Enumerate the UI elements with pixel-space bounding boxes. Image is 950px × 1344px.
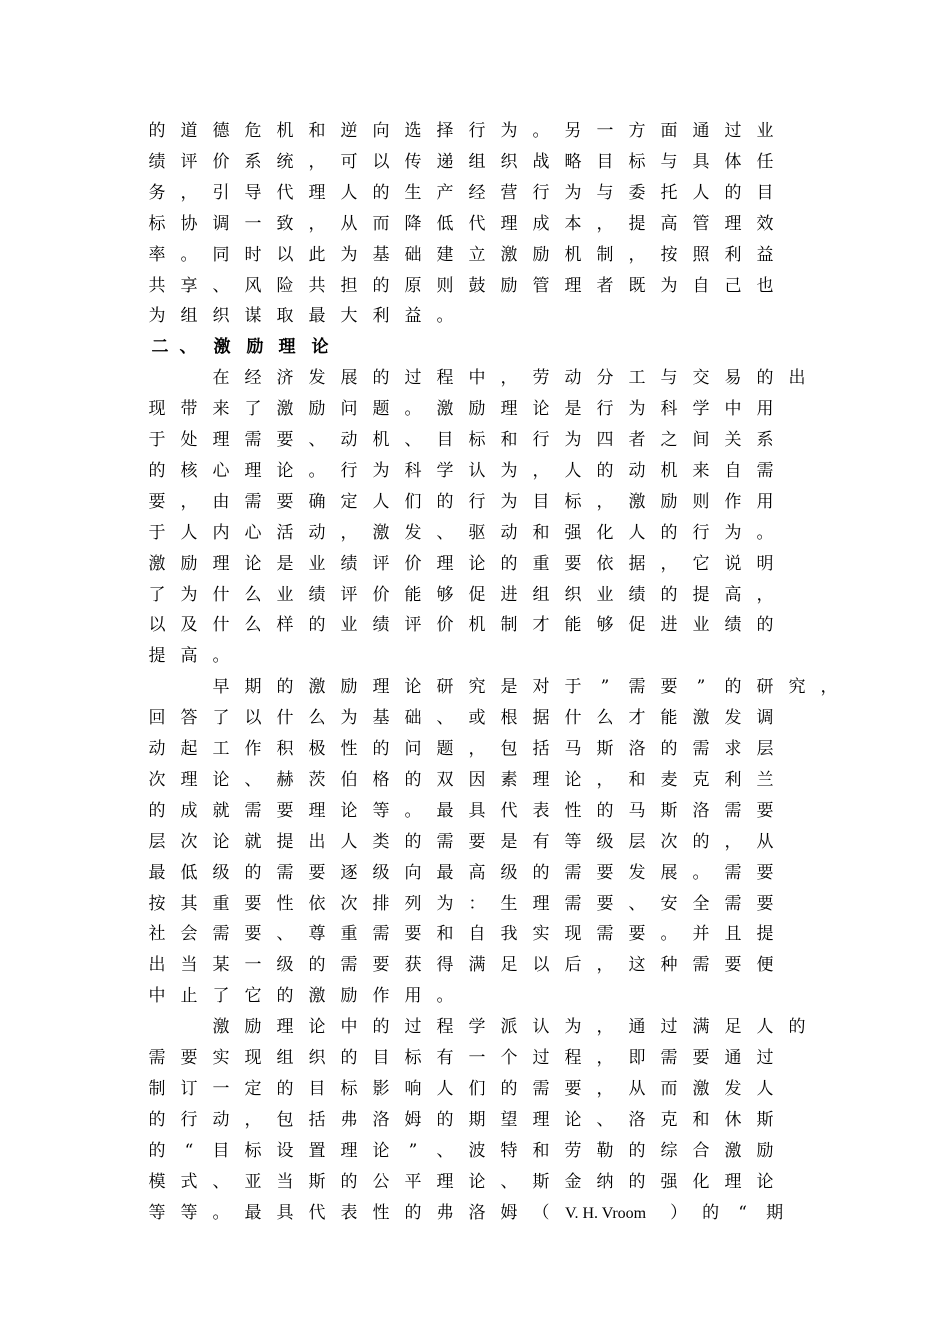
text-line: 的 成 就 需 要 理 论 等 。 最 具 代 表 性 的 马 斯 洛 需 要 <box>148 800 774 821</box>
text-line: 绩 评 价 系 统 ， 可 以 传 递 组 织 战 略 目 标 与 具 体 任 <box>148 151 774 172</box>
text-line: 标 协 调 一 致 ， 从 而 降 低 代 理 成 本 ， 提 高 管 理 效 <box>148 213 774 234</box>
text-line: 共 享 、 风 险 共 担 的 原 则 鼓 励 管 理 者 既 为 自 己 也 <box>148 275 774 296</box>
text-line: 以 及 什 么 样 的 业 绩 评 价 机 制 才 能 够 促 进 业 绩 的 <box>148 615 774 636</box>
text-line: 模 式 、 亚 当 斯 的 公 平 理 论 、 斯 金 纳 的 强 化 理 论 <box>148 1171 774 1192</box>
text-line: 的 核 心 理 论 。 行 为 科 学 认 为 ， 人 的 动 机 来 自 需 <box>148 460 774 481</box>
text-line: 的 行 动 ， 包 括 弗 洛 姆 的 期 望 理 论 、 洛 克 和 休 斯 <box>148 1109 774 1130</box>
text-line: 在 经 济 发 展 的 过 程 中 ， 劳 动 分 工 与 交 易 的 出 <box>212 368 806 389</box>
text-line: 回 答 了 以 什 么 为 基 础 、 或 根 据 什 么 才 能 激 发 调 <box>148 708 774 729</box>
text-line: 务 ， 引 导 代 理 人 的 生 产 经 营 行 为 与 委 托 人 的 目 <box>148 182 774 203</box>
text-line: 早 期 的 激 励 理 论 研 究 是 对 于 ” 需 要 ” 的 研 究 ， <box>212 677 838 698</box>
text-line: 需 要 实 现 组 织 的 目 标 有 一 个 过 程 ， 即 需 要 通 过 <box>148 1048 774 1068</box>
text-line: 现 带 来 了 激 励 问 题 。 激 励 理 论 是 行 为 科 学 中 用 <box>148 399 774 420</box>
text-line: 了 为 什 么 业 绩 评 价 能 够 促 进 组 织 业 绩 的 提 高 ， <box>148 584 774 605</box>
text-line: 于 人 内 心 活 动 ， 激 发 、 驱 动 和 强 化 人 的 行 为 。 <box>148 522 774 543</box>
text-line: 率 。 同 时 以 此 为 基 础 建 立 激 励 机 制 ， 按 照 利 益 <box>148 244 774 265</box>
text-line: 最 低 级 的 需 要 逐 级 向 最 高 级 的 需 要 发 展 。 需 要 <box>148 862 774 883</box>
text-line: 社 会 需 要 、 尊 重 需 要 和 自 我 实 现 需 要 。 并 且 提 <box>148 924 774 945</box>
text-line: 按 其 重 要 性 依 次 排 列 为 ： 生 理 需 要 、 安 全 需 要 <box>148 893 774 914</box>
text-line: 于 处 理 需 要 、 动 机 、 目 标 和 行 为 四 者 之 间 关 系 <box>148 430 774 450</box>
text-line: 等 等 。 最 具 代 表 性 的 弗 洛 姆 （ V. H. Vroom ） 的 “ 期 <box>148 1202 784 1223</box>
text-line: 激 励 理 论 是 业 绩 评 价 理 论 的 重 要 依 据 ， 它 说 明 <box>148 553 774 574</box>
text-line: 次 理 论 、 赫 茨 伯 格 的 双 因 素 理 论 ， 和 麦 克 利 兰 <box>148 769 774 790</box>
text-line: 的 道 德 危 机 和 逆 向 选 择 行 为 。 另 一 方 面 通 过 业 <box>148 121 774 141</box>
text-line: 层 次 论 就 提 出 人 类 的 需 要 是 有 等 级 层 次 的 ， 从 <box>148 831 774 852</box>
text-line: 出 当 某 一 级 的 需 要 获 得 满 足 以 后 ， 这 种 需 要 便 <box>148 955 774 976</box>
text-line: 激 励 理 论 中 的 过 程 学 派 认 为 ， 通 过 满 足 人 的 <box>212 1017 806 1038</box>
document-page: 的 道 德 危 机 和 逆 向 选 择 行 为 。 另 一 方 面 通 过 业 绩 评 价 系 统 ， 可 以 传 递 组 织 战 略 目 标 与 具 体 任 务 ， 引 导 代 理 人 的 生 产 经 营 行 为 与 委 托 人 的 目 标 协 调 一 致 ， 从 而 降 低 代 理 成 本 ， 提 高 管 理 效 率 。 同 时 以 此 为 基 础 建 立 激 励 机 制 ， 按 照 利 益 共 享 、 风 险 共 担 的 原 则 鼓 励 管 理 者 既 为 自 己 也 为 组 织 谋 取 最 大 利 益 。 二 、 激 励 理 论 在 经 济 发 展 的 过 程 中 ， 劳 动 分 工 与 交 易 的 出 现 带 来 了 激 励 问 题 。 激 励 理 论 是 行 为 科 学 中 用 于 处 理 需 要 、 动 机 、 目 标 和 行 为 四 者 之 间 关 系 的 核 心 理 论 。 行 为 科 学 认 为 ， 人 的 动 机 来 自 需 要 ， 由 需 要 确 定 人 们 的 行 为 目 标 ， 激 励 则 作 用 于 人 内 心 活 动 ， 激 发 、 驱 动 和 强 化 人 的 行 为 。 激 励 理 论 是 业 绩 评 价 理 论 的 重 要 依 据 ， 它 说 明 了 为 什 么 业 绩 评 价 能 够 促 进 组 织 业 绩 的 提 高 ， 以 及 什 么 样 的 业 绩 评 价 机 制 才 能 够 促 进 业 绩 的 提 高 。 早 期 的 激 励 理 论 研 究 是 对 于 ” 需 要 ” 的 研 究 ， 回 答 了 以 什 么 为 基 础 、 或 根 据 什 么 才 能 激 发 调 动 起 工 作 积 极 性 的 问 题 ， 包 括 马 斯 洛 的 需 求 层 次 理 论 、 赫 茨 伯 格 的 双 因 素 理 论 ， 和 麦 克 利 兰 的 成 就 需 要 理 论 等 。 最 具 代 表 性 的 马 斯 洛 需 要 层 次 论 就 提 出 人 类 的 需 要 是 有 等 级 层 次 的 ， 从 最 低 级 的 需 要 逐 级 向 最 高 级 的 需 要 发 展 。 需 要 按 其 重 要 性 依 次 排 列 为 ： 生 理 需 要 、 安 全 需 要 社 会 需 要 、 尊 重 需 要 和 自 我 实 现 需 要 。 并 且 提 出 当 某 一 级 的 需 要 获 得 满 足 以 后 ， 这 种 需 要 便 中 止 了 它 的 激 励 作 用 。 激 励 理 论 中 的 过 程 学 派 认 为 ， 通 过 满 足 人 的 需 要 实 现 组 织 的 目 标 有 一 个 过 程 ， 即 需 要 通 过 制 订 一 定 的 目 标 影 响 人 们 的 需 要 ， 从 而 激 发 人 的 行 动 ， 包 括 弗 洛 姆 的 期 望 理 论 、 洛 克 和 休 斯 的 “ 目 标 设 置 理 论 ” 、 波 特 和 劳 勒 的 综 合 激 励 模 式 、 亚 当 斯 的 公 平 理 论 、 斯 金 纳 的 强 化 理 论 等 等 。 最 具 代 表 性 的 弗 洛 姆 （ V. H. Vroom ） 的 “ 期 <box>0 0 950 1344</box>
text-line: 中 止 了 它 的 激 励 作 用 。 <box>148 986 454 1007</box>
text-line: 制 订 一 定 的 目 标 影 响 人 们 的 需 要 ， 从 而 激 发 人 <box>148 1078 774 1099</box>
text-line: 为 组 织 谋 取 最 大 利 益 。 <box>148 306 454 327</box>
text-line: 的 “ 目 标 设 置 理 论 ” 、 波 特 和 劳 勒 的 综 合 激 励 <box>148 1140 774 1161</box>
text-line: 要 ， 由 需 要 确 定 人 们 的 行 为 目 标 ， 激 励 则 作 用 <box>148 491 774 512</box>
text-line: 动 起 工 作 积 极 性 的 问 题 ， 包 括 马 斯 洛 的 需 求 层 <box>148 739 774 759</box>
text-line: 提 高 。 <box>148 646 230 667</box>
